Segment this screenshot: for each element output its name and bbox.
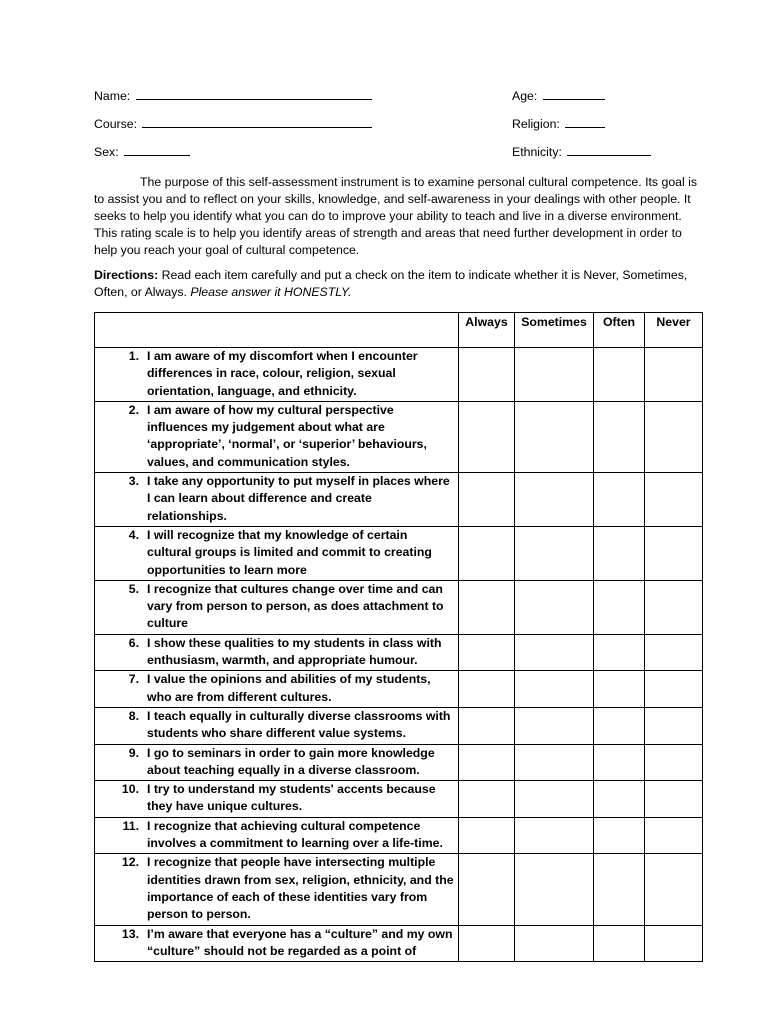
check-cell-sometimes[interactable]	[515, 707, 594, 744]
item-number: 9.	[128, 745, 139, 760]
directions-text: Read each item carefully and put a check on the item to indicate whether it is Never, Sometimes, Often, or Always.	[94, 268, 688, 299]
course-blank[interactable]	[142, 116, 372, 128]
check-cell-often[interactable]	[594, 401, 645, 472]
header-never: Never	[645, 313, 703, 348]
sex-field-group	[94, 144, 190, 159]
check-cell-sometimes[interactable]	[515, 580, 594, 634]
item-text: I take any opportunity to put myself in places where I can learn about difference and create relationships.	[147, 474, 450, 523]
item-number: 2.	[128, 402, 139, 417]
table-row	[95, 707, 703, 744]
check-cell-never[interactable]	[645, 348, 703, 402]
table-row	[95, 348, 703, 402]
item-number: 7.	[128, 672, 139, 687]
check-cell-always[interactable]	[459, 925, 515, 962]
name-label: Name:	[94, 89, 131, 103]
item-cell	[95, 817, 459, 854]
check-cell-never[interactable]	[645, 634, 703, 671]
check-cell-sometimes[interactable]	[515, 744, 594, 781]
intro-paragraph: The purpose of this self-assessment instrument is to examine personal cultural competence. Its goal is to assist you and to reflect on your skills, knowledge, and self-awareness in your dealings with other people. It seeks to help you identify what you can do to improve your ability to teach and live in a diverse environment. This rating scale is to help you identify areas of strength and areas that need further development in order to help you reach your goal of cultural competence.	[94, 175, 698, 257]
table-row	[95, 925, 703, 962]
item-text: I recognize that people have intersecting multiple identities drawn from sex, religion, ethnicity, and the importance of each of these identities vary from person to person.	[147, 855, 454, 922]
course-religion-row	[94, 116, 702, 144]
item-number: 3.	[128, 474, 139, 489]
item-statement	[95, 635, 454, 670]
check-cell-often[interactable]	[594, 925, 645, 962]
religion-blank[interactable]	[565, 116, 605, 128]
check-cell-often[interactable]	[594, 781, 645, 818]
course-label: Course:	[94, 117, 138, 131]
name-blank[interactable]	[136, 88, 372, 100]
header-item-blank	[95, 313, 459, 348]
item-cell	[95, 744, 459, 781]
assessment-form	[94, 88, 702, 962]
header-sometimes: Sometimes	[515, 313, 594, 348]
check-cell-sometimes[interactable]	[515, 781, 594, 818]
item-number: 12.	[121, 855, 139, 870]
item-cell	[95, 634, 459, 671]
table-row	[95, 473, 703, 527]
item-number: 11.	[122, 818, 139, 833]
item-number: 8.	[128, 708, 139, 723]
item-number: 1.	[128, 349, 139, 363]
check-cell-always[interactable]	[459, 817, 515, 854]
age-field-group	[512, 88, 605, 103]
rating-table	[94, 312, 703, 962]
check-cell-often[interactable]	[594, 744, 645, 781]
item-statement	[95, 671, 454, 706]
item-cell	[95, 401, 459, 472]
check-cell-never[interactable]	[645, 744, 703, 781]
item-cell	[95, 580, 459, 634]
table-header-row	[95, 313, 703, 348]
item-statement	[95, 402, 454, 471]
table-row	[95, 744, 703, 781]
items-body	[95, 348, 703, 962]
check-cell-never[interactable]	[645, 671, 703, 708]
check-cell-often[interactable]	[594, 634, 645, 671]
check-cell-sometimes[interactable]	[515, 348, 594, 402]
check-cell-sometimes[interactable]	[515, 817, 594, 854]
directions-label: Directions:	[94, 268, 159, 282]
sex-label: Sex:	[94, 145, 119, 159]
item-statement	[95, 818, 454, 853]
course-field-group	[94, 116, 372, 131]
check-cell-often[interactable]	[594, 348, 645, 402]
check-cell-never[interactable]	[645, 781, 703, 818]
table-row	[95, 634, 703, 671]
item-cell	[95, 473, 459, 527]
item-cell	[95, 348, 459, 402]
check-cell-never[interactable]	[645, 817, 703, 854]
item-text: I’m aware that everyone has a “culture” and my own “culture” should not be regarded as a point of	[147, 926, 453, 958]
check-cell-often[interactable]	[594, 817, 645, 854]
check-cell-often[interactable]	[594, 473, 645, 527]
item-text: I teach equally in culturally diverse classrooms with students who share different value systems.	[147, 708, 451, 741]
table-row	[95, 781, 703, 818]
item-statement	[95, 348, 454, 400]
item-cell	[95, 925, 459, 962]
table-row	[95, 817, 703, 854]
item-statement	[95, 926, 454, 961]
header-often: Often	[594, 313, 645, 348]
check-cell-sometimes[interactable]	[515, 526, 594, 580]
ethnicity-label: Ethnicity:	[512, 145, 562, 159]
check-cell-always[interactable]	[459, 781, 515, 818]
item-statement	[95, 708, 454, 743]
directions-emphasis: Please answer it HONESTLY.	[190, 285, 352, 299]
check-cell-always[interactable]	[459, 707, 515, 744]
item-cell	[95, 707, 459, 744]
item-cell	[95, 526, 459, 580]
directions-paragraph	[94, 267, 702, 301]
religion-field-group	[512, 116, 605, 131]
item-number: 13.	[121, 926, 139, 941]
check-cell-often[interactable]	[594, 580, 645, 634]
item-statement	[95, 745, 454, 780]
check-cell-often[interactable]	[594, 707, 645, 744]
check-cell-always[interactable]	[459, 401, 515, 472]
check-cell-sometimes[interactable]	[515, 634, 594, 671]
check-cell-often[interactable]	[594, 526, 645, 580]
table-row	[95, 671, 703, 708]
check-cell-never[interactable]	[645, 580, 703, 634]
table-row	[95, 401, 703, 472]
check-cell-never[interactable]	[645, 925, 703, 962]
check-cell-sometimes[interactable]	[515, 671, 594, 708]
item-text: I will recognize that my knowledge of certain cultural groups is limited and commit to creating opportunities to learn more	[147, 527, 432, 577]
item-text: I show these qualities to my students in class with enthusiasm, warmth, and appropriate humour.	[147, 635, 442, 668]
check-cell-often[interactable]	[594, 854, 645, 925]
check-cell-always[interactable]	[459, 473, 515, 527]
check-cell-never[interactable]	[645, 526, 703, 580]
check-cell-never[interactable]	[645, 854, 703, 925]
sex-blank[interactable]	[124, 144, 190, 156]
item-statement	[95, 581, 454, 633]
item-statement	[95, 527, 454, 579]
item-cell	[95, 671, 459, 708]
table-row	[95, 580, 703, 634]
check-cell-always[interactable]	[459, 634, 515, 671]
check-cell-sometimes[interactable]	[515, 854, 594, 925]
item-text: I try to understand my students' accents because they have unique cultures.	[147, 782, 436, 814]
check-cell-never[interactable]	[645, 401, 703, 472]
table-row	[95, 526, 703, 580]
item-text: I am aware of my discomfort when I encounter differences in race, colour, religion, sexual orientation, language, and ethnicity.	[147, 349, 418, 398]
item-statement	[95, 854, 454, 923]
religion-label: Religion:	[512, 117, 560, 131]
item-cell	[95, 781, 459, 818]
name-age-row	[94, 88, 702, 116]
item-text: I go to seminars in order to gain more knowledge about teaching equally in a diverse classroom.	[147, 745, 435, 777]
item-number: 6.	[128, 635, 139, 650]
header-always: Always	[459, 313, 515, 348]
age-blank[interactable]	[543, 88, 605, 100]
item-text: I am aware of how my cultural perspective influences my judgement about what are ‘appropriate’, ‘normal’, or ‘superior’ behaviours, values, and communication styles.	[147, 402, 427, 469]
check-cell-often[interactable]	[594, 671, 645, 708]
name-field-group	[94, 88, 372, 103]
item-number: 10.	[121, 782, 139, 797]
check-cell-always[interactable]	[459, 744, 515, 781]
check-cell-never[interactable]	[645, 473, 703, 527]
item-statement	[95, 473, 454, 525]
check-cell-always[interactable]	[459, 671, 515, 708]
item-text: I recognize that achieving cultural competence involves a commitment to learning over a life-time.	[147, 818, 443, 851]
check-cell-sometimes[interactable]	[515, 401, 594, 472]
ethnicity-field-group	[512, 144, 651, 159]
item-number: 4.	[128, 527, 139, 542]
item-statement	[95, 781, 454, 816]
age-label: Age:	[512, 89, 538, 103]
ethnicity-blank[interactable]	[567, 144, 651, 156]
item-number: 5.	[128, 581, 139, 596]
item-text: I recognize that cultures change over time and can vary from person to person, as does attachment to culture	[147, 581, 444, 631]
check-cell-sometimes[interactable]	[515, 925, 594, 962]
table-row	[95, 854, 703, 925]
check-cell-always[interactable]	[459, 348, 515, 402]
check-cell-sometimes[interactable]	[515, 473, 594, 527]
check-cell-always[interactable]	[459, 580, 515, 634]
check-cell-never[interactable]	[645, 707, 703, 744]
item-text: I value the opinions and abilities of my students, who are from different cultures.	[147, 672, 431, 704]
sex-ethnicity-row	[94, 144, 702, 172]
check-cell-always[interactable]	[459, 526, 515, 580]
check-cell-always[interactable]	[459, 854, 515, 925]
item-cell	[95, 854, 459, 925]
